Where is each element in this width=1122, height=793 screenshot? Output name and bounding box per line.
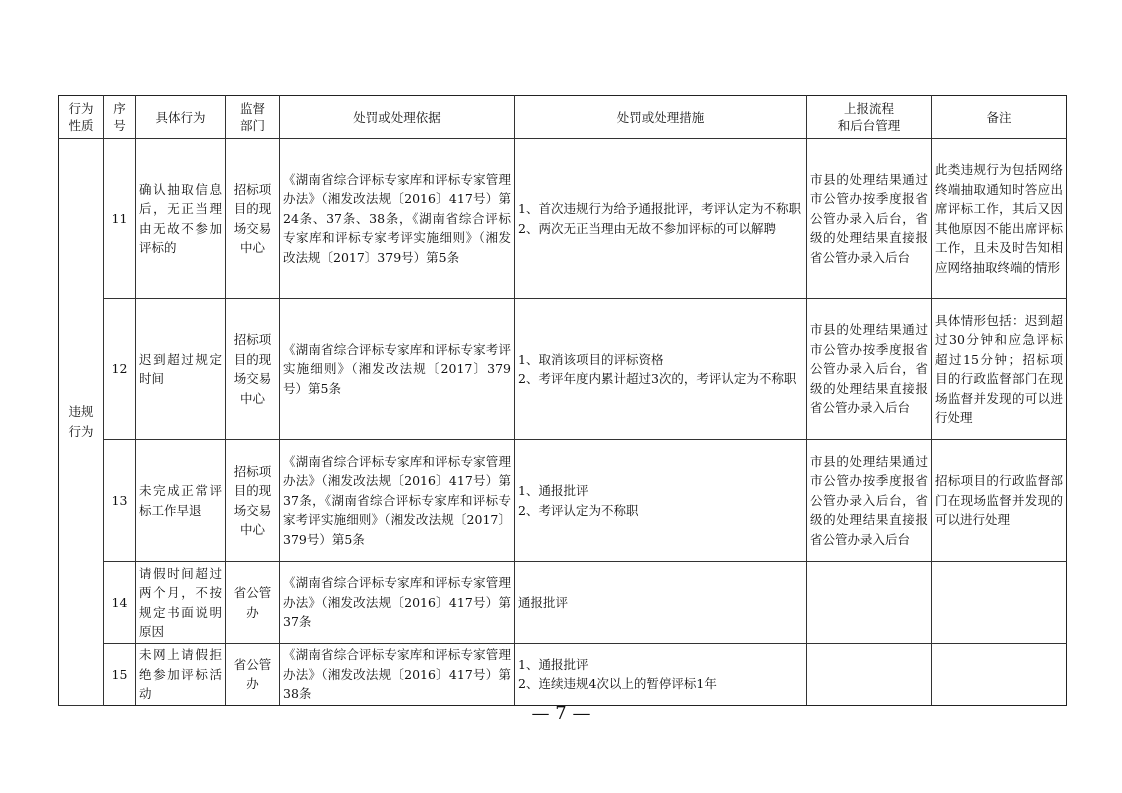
- measure-cell: 1、首次违规行为给予通报批评，考评认定为不称职 2、两次无正当理由无故不参加评标的可以解聘: [515, 139, 807, 299]
- dept-cell: 省公管办: [226, 562, 280, 644]
- basis-cell: 《湖南省综合评标专家库和评标专家管理办法》（湘发改法规〔2016〕417号）第37条: [280, 562, 515, 644]
- table-row: [59, 644, 1067, 706]
- table-row: [59, 440, 1067, 562]
- report-cell: 市县的处理结果通过市公管办按季度报省公管办录入后台，省级的处理结果直接报省公管办录入后台: [807, 299, 932, 440]
- header-basis: 处罚或处理依据: [280, 96, 515, 139]
- penalty-table: [58, 95, 1067, 706]
- header-row: [59, 96, 1067, 139]
- seq-cell: 14: [104, 562, 136, 644]
- dept-cell: 招标项目的现场交易中心: [226, 139, 280, 299]
- header-dept: 监督 部门: [226, 96, 280, 139]
- page-number: — 7 —: [531, 703, 591, 724]
- header-seq: 序 号: [104, 96, 136, 139]
- behavior-cell: 迟到超过规定时间: [136, 299, 226, 440]
- header-measure: 处罚或处理措施: [515, 96, 807, 139]
- seq-cell: 13: [104, 440, 136, 562]
- seq-cell: 15: [104, 644, 136, 706]
- basis-cell: 《湖南省综合评标专家库和评标专家管理办法》（湘发改法规〔2016〕417号）第38条: [280, 644, 515, 706]
- measure-cell: 通报批评: [515, 562, 807, 644]
- dept-cell: 招标项目的现场交易中心: [226, 440, 280, 562]
- remark-cell: [932, 562, 1067, 644]
- remark-cell: 招标项目的行政监督部门在现场监督并发现的可以进行处理: [932, 440, 1067, 562]
- header-nature: 行为 性质: [59, 96, 104, 139]
- seq-cell: 12: [104, 299, 136, 440]
- behavior-cell: 未完成正常评标工作早退: [136, 440, 226, 562]
- dept-cell: 招标项目的现场交易中心: [226, 299, 280, 440]
- behavior-cell: 确认抽取信息后，无正当理由无故不参加评标的: [136, 139, 226, 299]
- basis-cell: 《湖南省综合评标专家库和评标专家考评实施细则》（湘发改法规〔2017〕379号）第5条: [280, 299, 515, 440]
- nature-cell: 违规 行为: [59, 139, 104, 706]
- basis-cell: 《湖南省综合评标专家库和评标专家管理办法》（湘发改法规〔2016〕417号）第24条、37条、38条，《湖南省综合评标专家库和评标专家考评实施细则》（湘发改法规〔2017〕379号）第5条: [280, 139, 515, 299]
- dept-cell: 省公管办: [226, 644, 280, 706]
- measure-cell: 1、通报批评 2、考评认定为不称职: [515, 440, 807, 562]
- report-cell: 市县的处理结果通过市公管办按季度报省公管办录入后台，省级的处理结果直接报省公管办录入后台: [807, 139, 932, 299]
- header-behavior: 具体行为: [136, 96, 226, 139]
- remark-cell: 此类违规行为包括网络终端抽取通知时答应出席评标工作，其后又因其他原因不能出席评标工作，且未及时告知相应网络抽取终端的情形: [932, 139, 1067, 299]
- table-row: [59, 299, 1067, 440]
- remark-cell: 具体情形包括：迟到超过30分钟和应急评标超过15分钟；招标项目的行政监督部门在现场监督并发现的可以进行处理: [932, 299, 1067, 440]
- basis-cell: 《湖南省综合评标专家库和评标专家管理办法》（湘发改法规〔2016〕417号）第37条，《湖南省综合评标专家库和评标专家考评实施细则》（湘发改法规〔2017〕379号）第5条: [280, 440, 515, 562]
- report-cell: [807, 644, 932, 706]
- header-remark: 备注: [932, 96, 1067, 139]
- report-cell: [807, 562, 932, 644]
- measure-cell: 1、取消该项目的评标资格 2、考评年度内累计超过3次的，考评认定为不称职: [515, 299, 807, 440]
- seq-cell: 11: [104, 139, 136, 299]
- table-row: [59, 562, 1067, 644]
- measure-cell: 1、通报批评 2、连续违规4次以上的暂停评标1年: [515, 644, 807, 706]
- remark-cell: [932, 644, 1067, 706]
- behavior-cell: 未网上请假拒绝参加评标活动: [136, 644, 226, 706]
- table-row: [59, 139, 1067, 299]
- header-report: 上报流程 和后台管理: [807, 96, 932, 139]
- report-cell: 市县的处理结果通过市公管办按季度报省公管办录入后台，省级的处理结果直接报省公管办录入后台: [807, 440, 932, 562]
- behavior-cell: 请假时间超过两个月，不按规定书面说明原因: [136, 562, 226, 644]
